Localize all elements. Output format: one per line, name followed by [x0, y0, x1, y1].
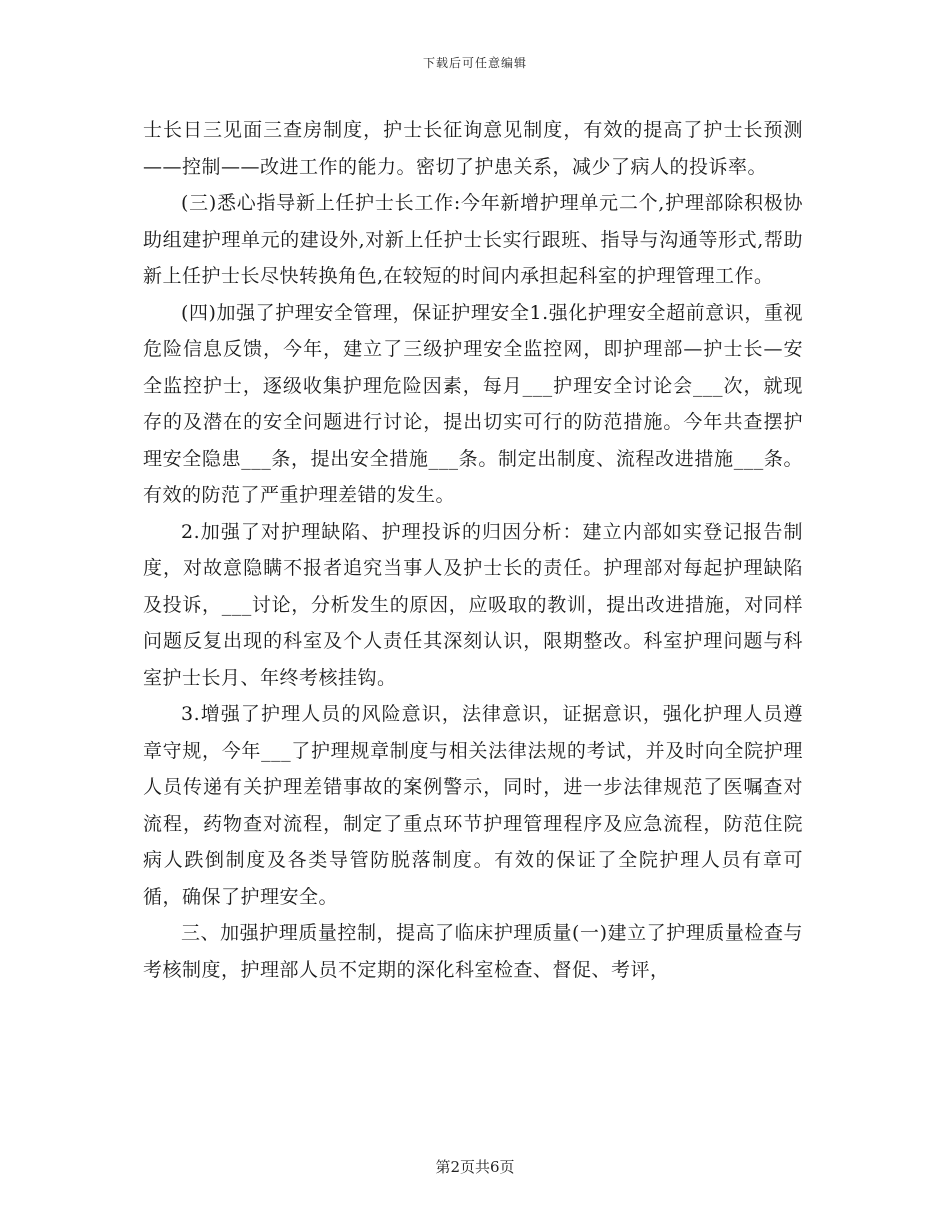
page-number: 第2页共6页 — [435, 1158, 515, 1176]
paragraph-item-2: 2.加强了对护理缺陷、护理投诉的归因分析：建立内部如实登记报告制度，对故意隐瞒不报者追究当事人及护士长的责任。护理部对每起护理缺陷及投诉，___讨论，分析发生的原因，应吸取的教训，提出改进措施，对同样问题反复出现的科室及个人责任其深刻认识，限期整改。科室护理问题与科室护士长月、年终考核挂钩。 — [143, 520, 803, 689]
page-header: 下载后可任意编辑 — [422, 56, 527, 70]
paragraph-section-3: (三)悉心指导新上任护士长工作:今年新增护理单元二个,护理部除积极协助组建护理单元的建设外,对新上任护士长实行跟班、指导与沟通等形式,帮助新上任护士长尽快转换角色,在较短的时间内承担起科室的护理管理工作。 — [143, 192, 803, 287]
paragraph-continuation: 士长日三见面三查房制度，护士长征询意见制度，有效的提高了护士长预测——控制——改进工作的能力。密切了护患关系，减少了病人的投诉率。 — [143, 119, 803, 178]
document-body — [143, 112, 803, 988]
paragraph-quality-control: 三、加强护理质量控制，提高了临床护理质量(一)建立了护理质量检查与考核制度，护理部人员不定期的深化科室检查、督促、考评， — [143, 922, 803, 981]
paragraph-item-3: 3.增强了护理人员的风险意识，法律意识，证据意识，强化护理人员遵章守规，今年___了护理规章制度与相关法律法规的考试，并及时向全院护理人员传递有关护理差错事故的案例警示，同时，进一步法律规范了医嘱查对流程，药物查对流程，制定了重点环节护理管理程序及应急流程，防范住院病人跌倒制度及各类导管防脱落制度。有效的保证了全院护理人员有章可循，确保了护理安全。 — [143, 703, 803, 908]
paragraph-section-4: (四)加强了护理安全管理，保证护理安全1.强化护理安全超前意识，重视危险信息反馈，今年，建立了三级护理安全监控网，即护理部—护士长—安全监控护士，逐级收集护理危险因素，每月___护理安全讨论会___次，就现存的及潜在的安全问题进行讨论，提出切实可行的防范措施。今年共查摆护理安全隐患___条，提出安全措施___条。制定出制度、流程改进措施___条。有效的防范了严重护理差错的发生。 — [143, 301, 803, 506]
